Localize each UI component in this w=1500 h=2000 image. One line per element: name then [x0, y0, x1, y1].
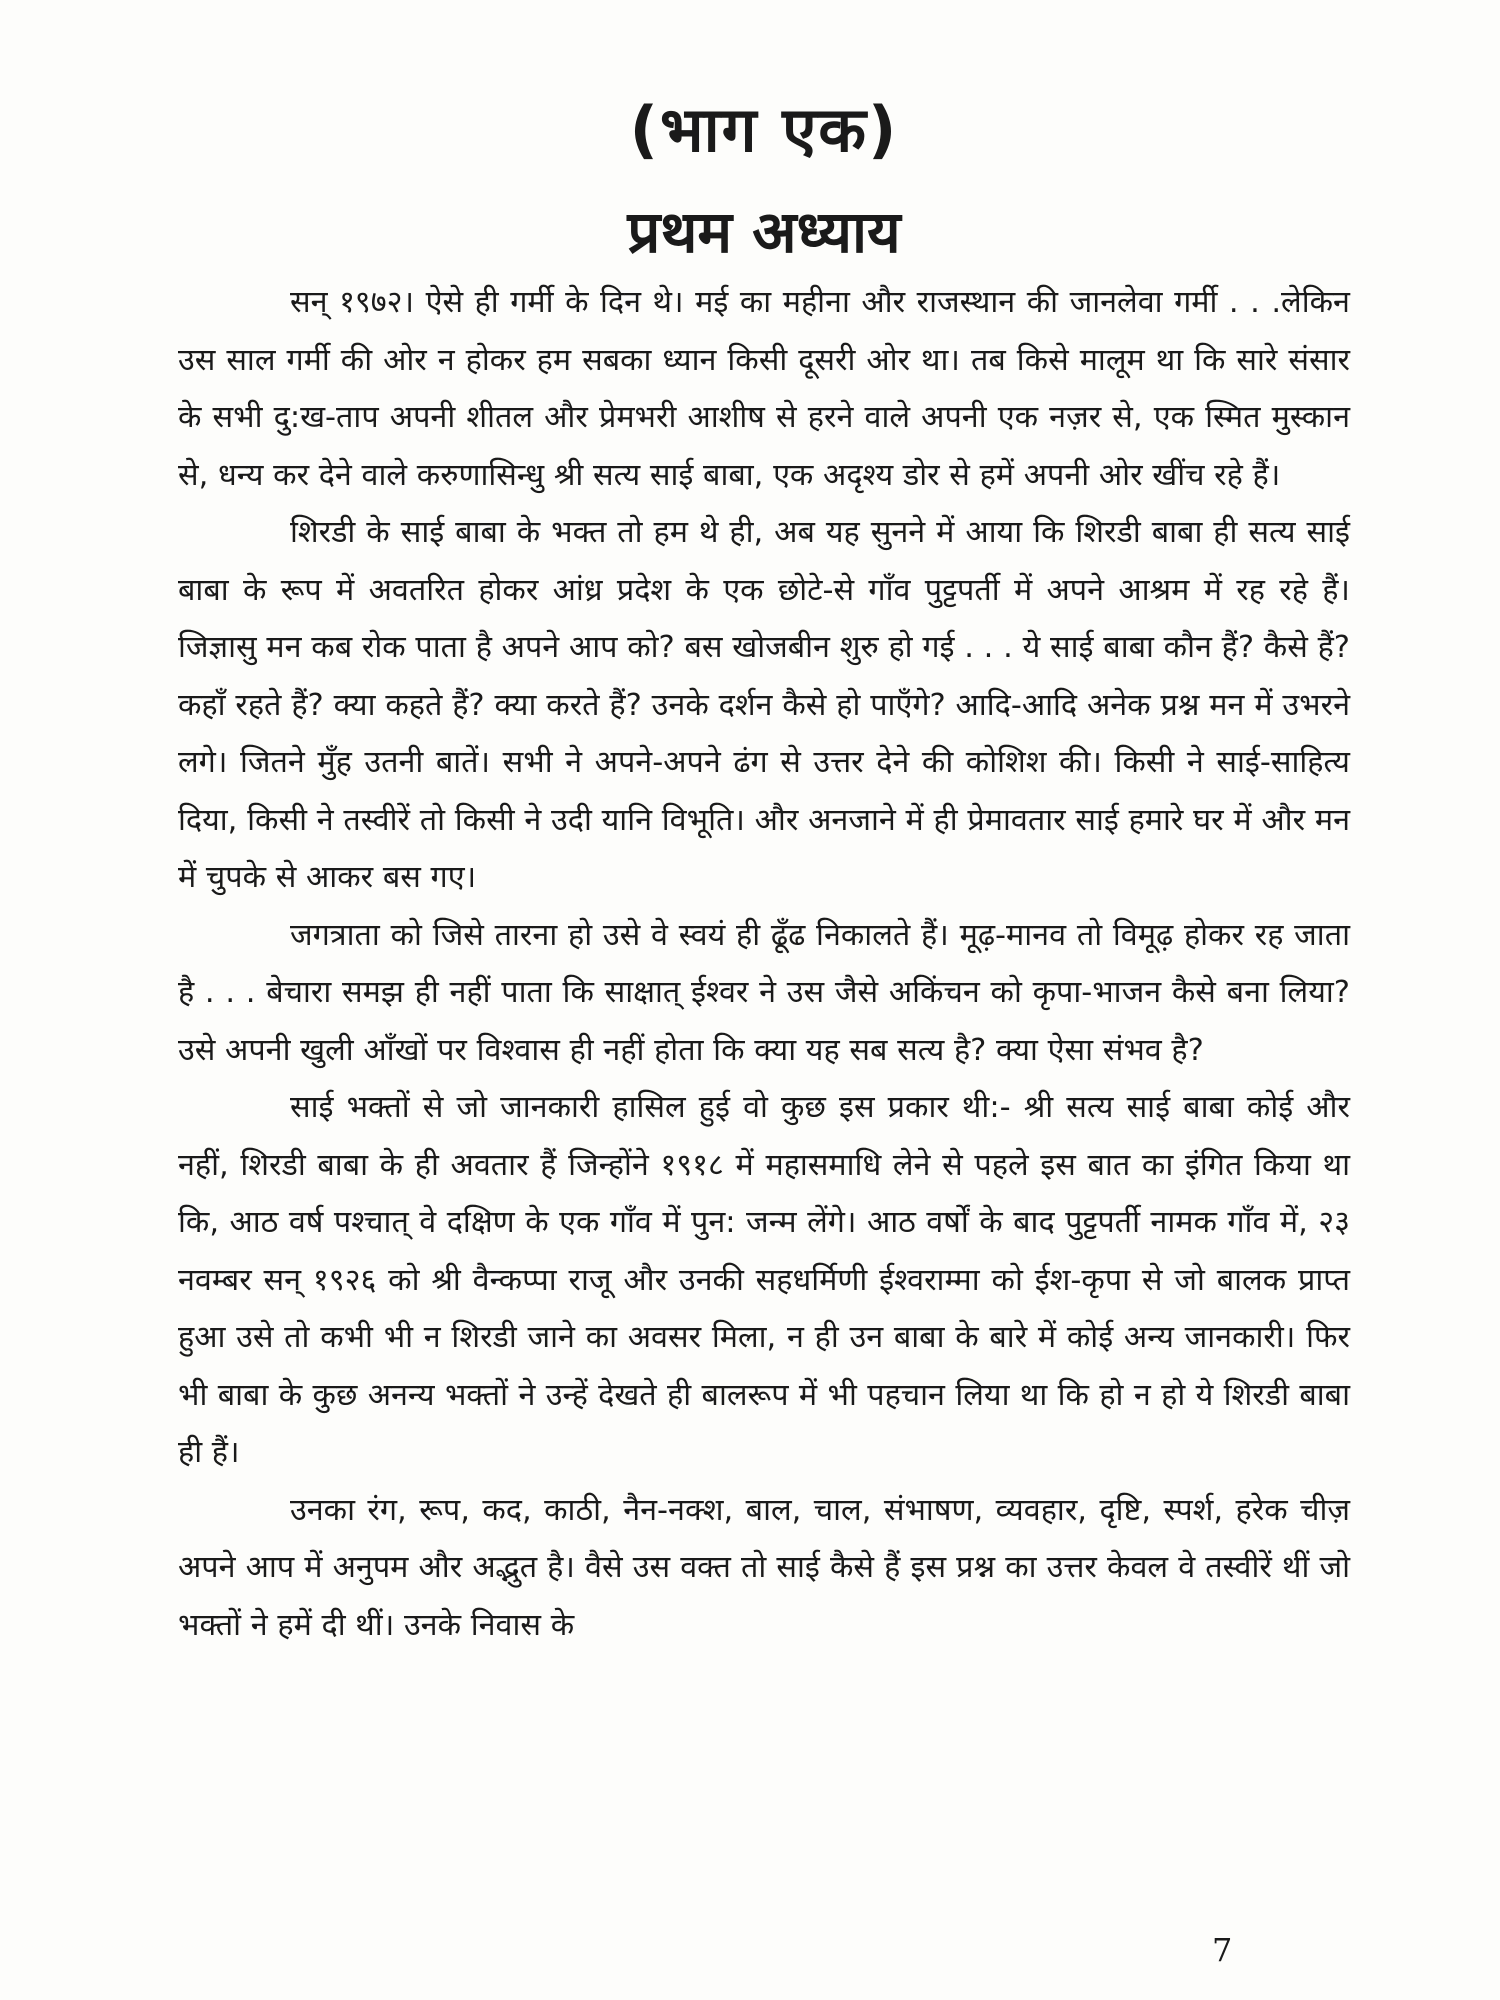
paragraph-5: उनका रंग, रूप, कद, काठी, नैन-नक्श, बाल, चाल, संभाषण, व्यवहार, दृष्टि, स्पर्श, हरेक चीज़ अपने आप में अनुपम और अद्भुत है। वैसे उस वक्त तो साई कैसे हैं इस प्रश्न का उत्तर केवल वे तस्वीरें थीं जो भक्तों ने हमें दी थीं। उनके निवास के [178, 1492, 1350, 1643]
chapter-title: प्रथम अध्याय [627, 198, 901, 266]
page-number: 7 [1212, 1931, 1233, 1969]
paragraph-4: साई भक्तों से जो जानकारी हासिल हुई वो कुछ इस प्रकार थी:- श्री सत्य साई बाबा कोई और नहीं, शिरडी बाबा के ही अवतार हैं जिन्होंने १९१८ में महासमाधि लेने से पहले इस बात का इंगित किया था कि, आठ वर्ष पश्चात् वे दक्षिण के एक गाँव में पुन: जन्म लेंगे। आठ वर्षों के बाद पुट्टपर्ती नामक गाँव में, २३ नवम्बर सन् १९२६ को श्री वैन्कप्पा राजू और उनकी सहधर्मिणी ईश्वराम्मा को ईश-कृपा से जो बालक प्राप्त हुआ उसे तो कभी भी न शिरडी जाने का अवसर मिला, न ही उन बाबा के बारे में कोई अन्य जानकारी। फिर भी बाबा के कुछ अनन्य भक्तों ने उन्हें देखते ही बालरूप में भी पहचान लिया था कि हो न हो ये शिरडी बाबा ही हैं। [178, 1090, 1350, 1470]
part-title: (भाग एक) [629, 93, 899, 166]
paragraph-2: शिरडी के साई बाबा के भक्त तो हम थे ही, अब यह सुनने में आया कि शिरडी बाबा ही सत्य साई बाबा के रूप में अवतरित होकर आंध्र प्रदेश के एक छोटे-से गाँव पुट्टपर्ती में अपने आश्रम में रह रहे हैं। जिज्ञासु मन कब रोक पाता है अपने आप को? बस खोजबीन शुरु हो गई . . . ये साई बाबा कौन हैं? कैसे हैं? कहाँ रहते हैं? क्या कहते हैं? क्या करते हैं? उनके दर्शन कैसे हो पाएँगे? आदि-आदि अनेक प्रश्न मन में उभरने लगे। जितने मुँह उतनी बातें। सभी ने अपने-अपने ढंग से उत्तर देने की कोशिश की। किसी ने साई-साहित्य दिया, किसी ने तस्वीरें तो किसी ने उदी यानि विभूति। और अनजाने में ही प्रेमावतार साई हमारे घर में और मन में चुपके से आकर बस गए। [178, 515, 1350, 895]
paragraph-1: सन् १९७२। ऐसे ही गर्मी के दिन थे। मई का महीना और राजस्थान की जानलेवा गर्मी . . .लेकिन उस साल गर्मी की ओर न होकर हम सबका ध्यान किसी दूसरी ओर था। तब किसे मालूम था कि सारे संसार के सभी दु:ख-ताप अपनी शीतल और प्रेमभरी आशीष से हरने वाले अपनी एक नज़र से, एक स्मित मुस्कान से, धन्य कर देने वाले करुणासिन्धु श्री सत्य साई बाबा, एक अदृश्य डोर से हमें अपनी ओर खींच रहे हैं। [178, 285, 1350, 493]
paragraph-3: जगत्राता को जिसे तारना हो उसे वे स्वयं ही ढूँढ निकालते हैं। मूढ़-मानव तो विमूढ़ होकर रह जाता है . . . बेचारा समझ ही नहीं पाता कि साक्षात् ईश्वर ने उस जैसे अकिंचन को कृपा-भाजन कैसे बना लिया? उसे अपनी खुली आँखों पर विश्वास ही नहीं होता कि क्या यह सब सत्य है? क्या ऐसा संभव है? [178, 917, 1350, 1068]
chapter-body [178, 274, 1350, 1654]
